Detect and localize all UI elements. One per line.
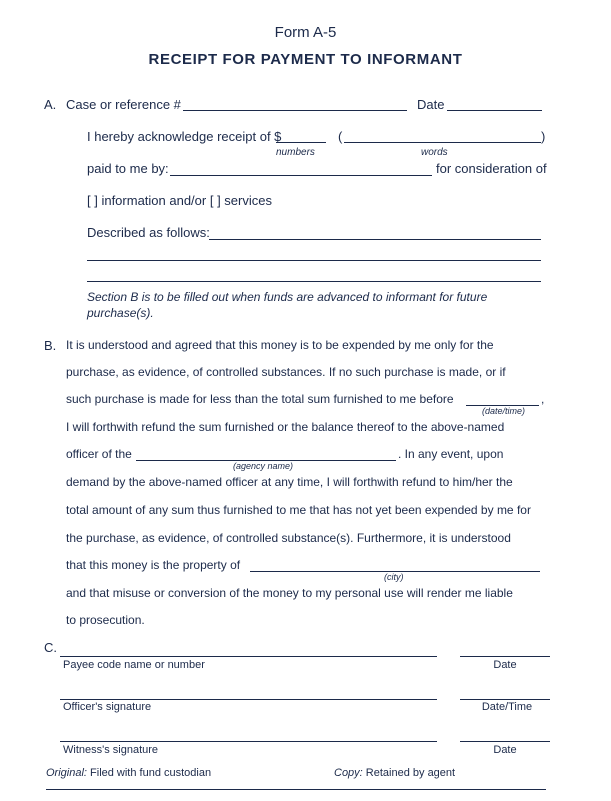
- witness-date-field[interactable]: [460, 741, 550, 742]
- amount-numbers-field[interactable]: [276, 142, 326, 143]
- copy-text: Retained by agent: [362, 767, 456, 779]
- section-b-marker: B.: [44, 338, 57, 353]
- paid-by-label: paid to me by:: [87, 161, 169, 176]
- payee-date-field[interactable]: [460, 656, 550, 657]
- section-b-line3: such purchase is made for less than the total sum furnished to me before: [66, 392, 454, 406]
- description-field-line3[interactable]: [87, 281, 541, 282]
- paid-by-field[interactable]: [170, 175, 432, 176]
- form-title: RECEIPT FOR PAYMENT TO INFORMANT: [148, 51, 463, 68]
- line3-comma: ,: [541, 392, 545, 406]
- numbers-hint: numbers: [276, 147, 315, 158]
- payee-code-field[interactable]: [60, 656, 437, 657]
- section-b-note-line1: Section B is to be filled out when funds are advanced to informant for future: [87, 290, 488, 304]
- payee-code-label: Payee code name or number: [63, 659, 205, 671]
- witness-signature-label: Witness's signature: [63, 744, 159, 756]
- witness-date-label: Date: [493, 744, 517, 756]
- section-b-line4: I will forthwith refund the sum furnished or the balance thereof to the above-named: [66, 420, 505, 434]
- section-c-marker: C.: [44, 640, 57, 655]
- officer-datetime-label: Date/Time: [481, 701, 533, 713]
- city-hint: (city): [384, 572, 404, 582]
- section-b-note-line2: purchase(s).: [87, 306, 154, 320]
- section-b-line6: demand by the above-named officer at any time, I will forthwith refund to him/her the: [66, 475, 513, 489]
- section-a-marker: A.: [44, 97, 57, 112]
- date-field[interactable]: [447, 110, 542, 111]
- officer-datetime-field[interactable]: [460, 699, 550, 700]
- payee-date-label: Date: [493, 659, 517, 671]
- case-reference-label: Case or reference #: [66, 97, 181, 112]
- original-text: Filed with fund custodian: [86, 767, 212, 779]
- footer-copy: [334, 767, 455, 779]
- section-b-line10: and that misuse or conversion of the money to my personal use will render me liable: [66, 586, 513, 600]
- copy-label: Copy:: [334, 767, 363, 779]
- section-b-line2: purchase, as evidence, of controlled substances. If no such purchase is made, or if: [66, 365, 506, 379]
- section-b-line5-start: officer of the: [66, 447, 132, 461]
- footer-rule: [46, 789, 546, 790]
- section-b-line8: the purchase, as evidence, of controlled substance(s). Furthermore, it is understood: [66, 531, 511, 545]
- witness-signature-field[interactable]: [60, 741, 437, 742]
- close-paren: ): [541, 129, 546, 144]
- footer-original: [46, 767, 211, 779]
- original-label: Original:: [46, 767, 87, 779]
- acknowledge-text: I hereby acknowledge receipt of $: [87, 129, 282, 144]
- officer-signature-field[interactable]: [60, 699, 437, 700]
- section-b-line11: to prosecution.: [66, 613, 145, 627]
- words-hint: words: [421, 147, 448, 158]
- amount-words-field[interactable]: [344, 142, 541, 143]
- section-b-line9: that this money is the property of: [66, 558, 241, 572]
- open-paren: (: [338, 129, 343, 144]
- described-label: Described as follows:: [87, 225, 210, 240]
- datetime-hint: (date/time): [482, 406, 526, 416]
- date-label: Date: [417, 97, 445, 112]
- section-b-line7: total amount of any sum thus furnished to me that has not yet been expended by me for: [66, 503, 531, 517]
- consideration-label: for consideration of: [436, 161, 547, 176]
- description-field-line1[interactable]: [209, 239, 541, 240]
- case-reference-field[interactable]: [183, 110, 407, 111]
- description-field-line2[interactable]: [87, 260, 541, 261]
- info-services-options[interactable]: [ ] information and/or [ ] services: [87, 193, 272, 208]
- section-b-line5-end: . In any event, upon: [398, 447, 504, 461]
- officer-signature-label: Officer's signature: [63, 701, 152, 713]
- agency-name-hint: (agency name): [233, 461, 294, 471]
- form-number: Form A-5: [274, 24, 337, 41]
- section-b-line1: It is understood and agreed that this money is to be expended by me only for the: [66, 338, 494, 352]
